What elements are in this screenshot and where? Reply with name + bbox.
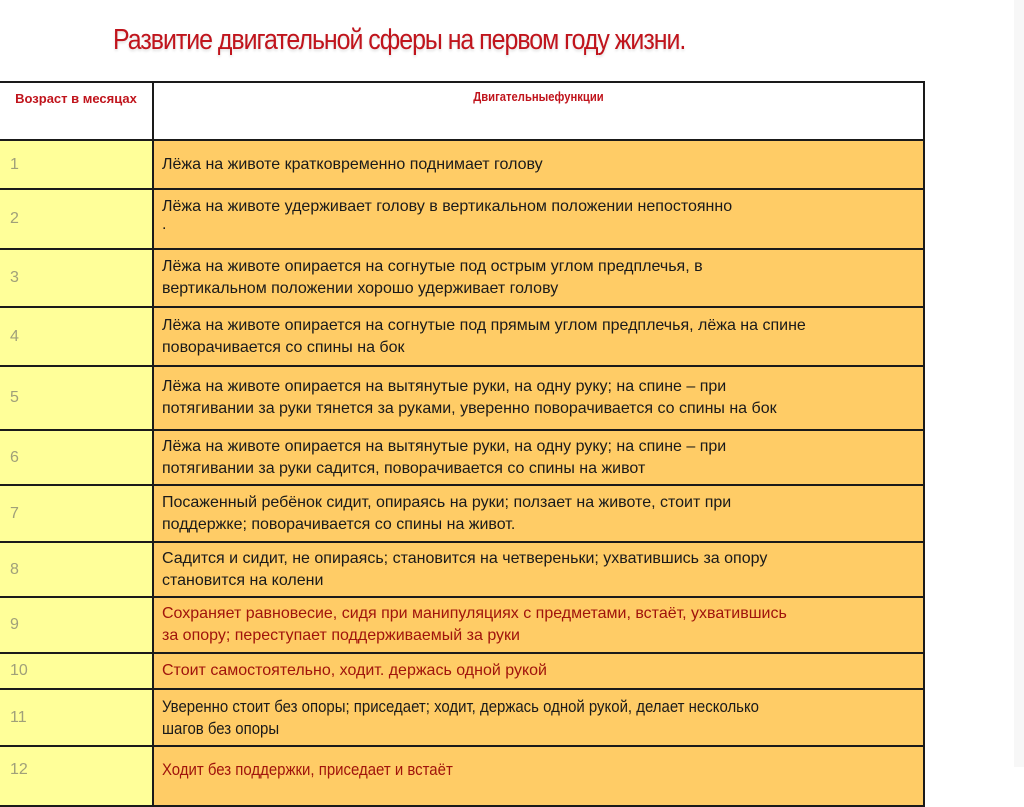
table-row — [0, 746, 924, 806]
age-cell: 11 — [0, 689, 153, 746]
function-cell: Сохраняет равновесие, сидя при манипуляциях с предметами, встаёт, ухватившись за опору; переступает поддерживаемый за руки — [153, 597, 924, 653]
age-cell: 5 — [0, 366, 153, 430]
function-cell: Лёжа на животе опирается на согнутые под острым углом предплечья, в вертикальном положении хорошо удерживает голову — [153, 249, 924, 307]
age-cell: 6 — [0, 430, 153, 485]
header-age: Возраст в месяцах — [0, 82, 153, 140]
function-cell — [153, 689, 924, 746]
table-row — [0, 430, 924, 485]
age-cell: 10 — [0, 653, 153, 689]
function-text-line2: шагов без опоры — [162, 718, 280, 738]
function-cell: Лёжа на животе опирается на согнутые под прямым углом предплечья, лёжа на спине поворачивается со спины на бок — [153, 307, 924, 366]
header-functions — [153, 82, 924, 140]
slide-title: Развитие двигательной сферы на первом году жизни. — [113, 24, 686, 56]
function-cell: Лёжа на животе опирается на вытянутые руки, на одну руку; на спине – при потягивании за руки садится, поворачивается со спины на живот — [153, 430, 924, 485]
function-cell: Посаженный ребёнок сидит, опираясь на руки; ползает на животе, стоит при поддержке; поворачивается со спины на живот. — [153, 485, 924, 542]
table-row — [0, 307, 924, 366]
function-text-line1: Уверенно стоит без опоры; приседает; ходит, держась одной рукой, делает несколько — [162, 696, 759, 716]
age-cell: 3 — [0, 249, 153, 307]
table-row — [0, 653, 924, 689]
function-cell: Лёжа на животе кратковременно поднимает голову — [153, 140, 924, 189]
age-cell: 7 — [0, 485, 153, 542]
age-cell: 8 — [0, 542, 153, 597]
function-text-extra: . — [162, 216, 167, 233]
table-row — [0, 189, 924, 249]
function-cell: Лёжа на животе опирается на вытянутые руки, на одну руку; на спине – при потягивании за руки тянется за руками, уверенно поворачивается со спины на бок — [153, 366, 924, 430]
table-header-row — [0, 82, 924, 140]
table-row — [0, 485, 924, 542]
table-row — [0, 542, 924, 597]
header-functions-label: Двигательныефункции — [473, 90, 604, 104]
function-text: Лёжа на животе удерживает голову в вертикальном положении непостоянно — [162, 198, 733, 215]
function-cell: Стоит самостоятельно, ходит. держась одной рукой — [153, 653, 924, 689]
age-cell: 9 — [0, 597, 153, 653]
slide-edge — [1014, 0, 1024, 767]
table-row — [0, 249, 924, 307]
function-cell — [153, 189, 924, 249]
table-row — [0, 689, 924, 746]
age-cell: 4 — [0, 307, 153, 366]
function-text: Ходит без поддержки, приседает и встаёт — [162, 760, 453, 779]
age-cell: 2 — [0, 189, 153, 249]
table-row — [0, 140, 924, 189]
function-cell: Садится и сидит, не опираясь; становится на четвереньки; ухватившись за опору становится на колени — [153, 542, 924, 597]
table-row — [0, 597, 924, 653]
function-cell — [153, 746, 924, 806]
age-cell: 12 — [0, 746, 153, 806]
motor-development-table — [0, 81, 925, 807]
table-row — [0, 366, 924, 430]
age-cell: 1 — [0, 140, 153, 189]
